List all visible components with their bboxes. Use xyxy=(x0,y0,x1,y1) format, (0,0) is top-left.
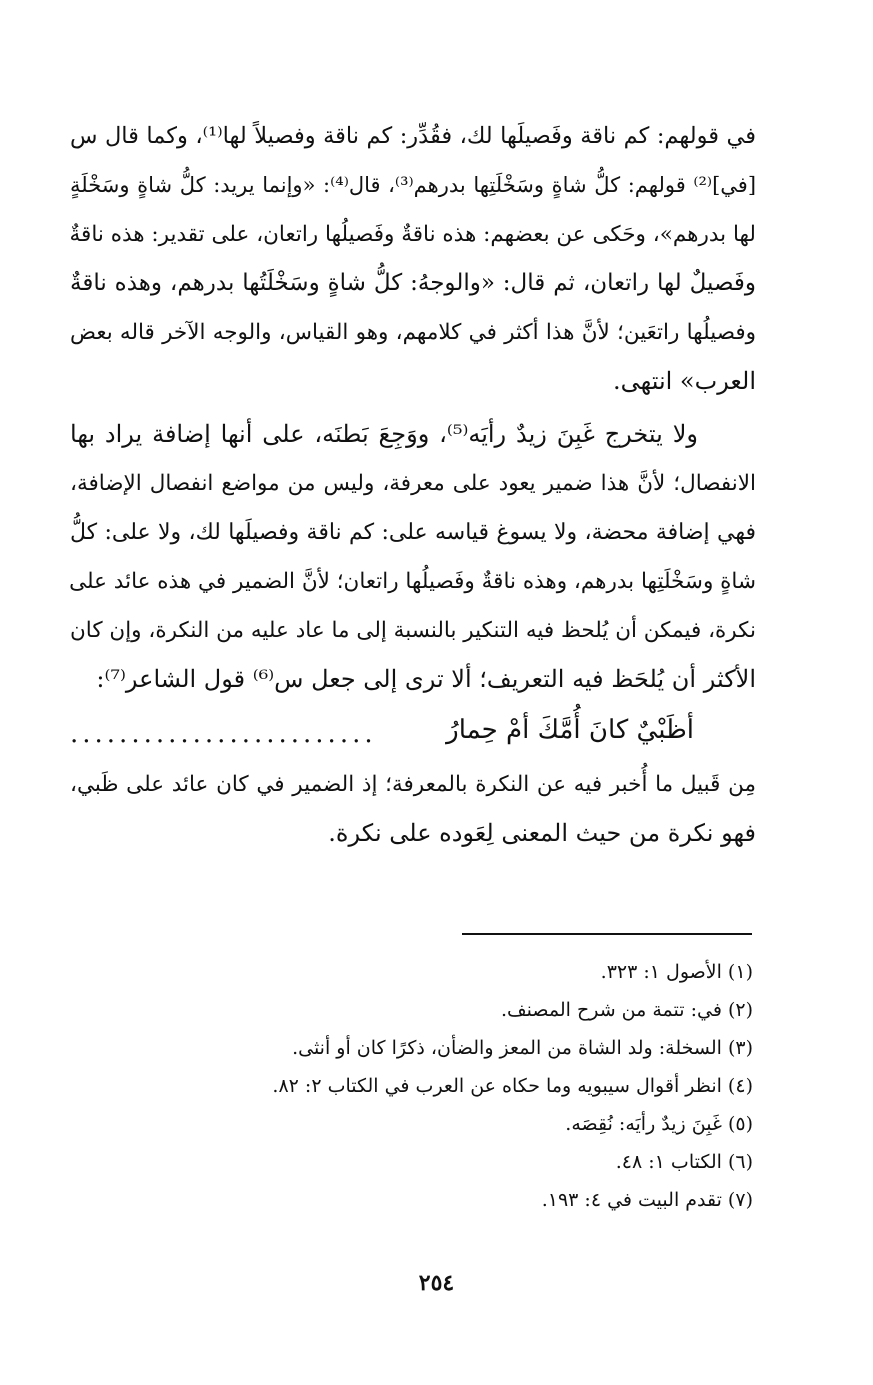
text-line: ولا يتخرج غَبِنَ زيدٌ رأيَه⁽⁵⁾، ووَجِعَ بَطنَه، على أنها إضافة يراد بها xyxy=(70,420,698,448)
footnote: (٢) في: تتمة من شرح المصنف. xyxy=(500,999,753,1021)
text-line: مِن قَبيل ما أُخبر فيه عن النكرة بالمعرفة؛ إذ الضمير في كان عائد على ظَبي، xyxy=(70,772,756,797)
poetry-verse xyxy=(70,704,756,760)
verse-ellipsis: ......................... xyxy=(70,719,377,749)
text-line: شاةٍ وسَخْلَتِها بدرهم، وهذه ناقةٌ وفَصيلُها راتعان؛ لأنَّ الضمير في هذه عائد على xyxy=(69,569,756,594)
footnote: (٣) السخلة: ولد الشاة من المعز والضأن، ذكرًا كان أو أنثى. xyxy=(292,1037,753,1059)
text-line: الأكثر أن يُلحَظ فيه التعريف؛ ألا ترى إلى جعل س⁽⁶⁾ قول الشاعر⁽⁷⁾: xyxy=(96,665,756,693)
footnote: (١) الأصول ١: ٣٢٣. xyxy=(600,961,753,983)
text-line: لها بدرهم»، وحَكى عن بعضهم: هذه ناقةٌ وفَصيلُها راتعان، على تقدير: هذه ناقةٌ xyxy=(69,222,756,247)
footnote: (٦) الكتاب ١: ٤٨. xyxy=(615,1151,753,1173)
text-line: وفَصيلٌ لها راتعان، ثم قال: «والوجهُ: كلُّ شاةٍ وسَخْلَتُها بدرهم، وهذه ناقةٌ xyxy=(70,270,756,296)
text-line: العرب» انتهى. xyxy=(613,367,756,395)
text-line: فهو نكرة من حيث المعنى لِعَوده على نكرة. xyxy=(328,819,756,847)
text-line: الانفصال؛ لأنَّ هذا ضمير يعود على معرفة، وليس من مواضع انفصال الإضافة، xyxy=(70,471,756,496)
text-line: فهي إضافة محضة، ولا يسوغ قياسه على: كم ناقة وفصيلَها لك، ولا على: كلُّ xyxy=(70,520,756,545)
footnote: (٧) تقدم البيت في ٤: ١٩٣. xyxy=(541,1189,753,1211)
text-line: وفصيلُها راتعَين؛ لأنَّ هذا أكثر في كلامهم، وهو القياس، والوجه الآخر قاله بعض xyxy=(70,320,756,345)
main-text xyxy=(70,112,756,858)
text-line: نكرة، فيمكن أن يُلحظ فيه التنكير بالنسبة إلى ما عاد عليه من النكرة، وإن كان xyxy=(70,618,756,643)
footnote: (٥) غَبِنَ زيدٌ رأيَه: نُقِصَه. xyxy=(565,1113,753,1135)
footnote-separator xyxy=(462,933,752,935)
text-line: في قولهم: كم ناقة وفَصيلَها لك، فقُدِّر: كم ناقة وفصيلاً لها⁽¹⁾، وكما قال س xyxy=(70,123,756,149)
text-line: [في]⁽²⁾ قولهم: كلُّ شاةٍ وسَخْلَتِها بدرهم⁽³⁾، قال⁽⁴⁾: «وإنما يريد: كلُّ شاةٍ وسَخْلَةٍ xyxy=(70,173,757,197)
page-number: ٢٥٤ xyxy=(418,1270,455,1296)
footnote: (٤) انظر أقوال سيبويه وما حكاه عن العرب في الكتاب ٢: ٨٢. xyxy=(272,1075,753,1097)
verse-hemistich: أظَبْيٌ كانَ أُمَّكَ أمْ حِمارُ xyxy=(446,715,694,745)
footnotes xyxy=(193,953,753,1219)
